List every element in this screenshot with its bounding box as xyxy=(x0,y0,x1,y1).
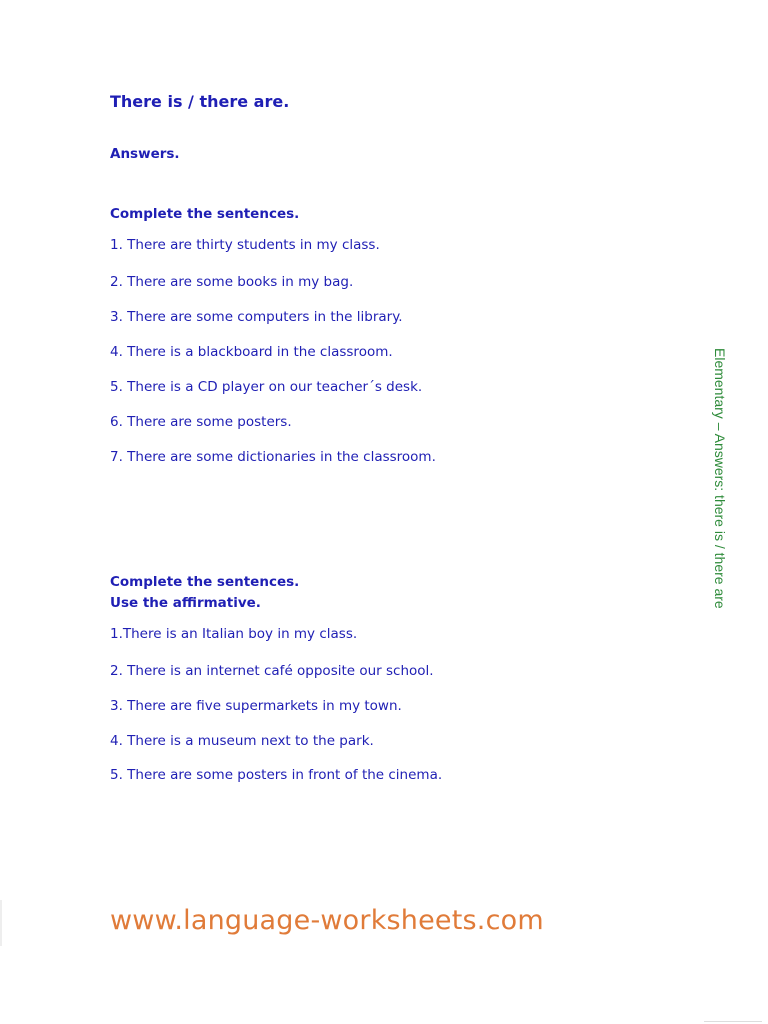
section2-item: 1.There is an Italian boy in my class. xyxy=(110,626,358,642)
section1-item: 4. There is a blackboard in the classroom. xyxy=(110,344,393,360)
section1-item: 5. There is a CD player on our teacher´s desk. xyxy=(110,379,423,395)
page-edge-mark xyxy=(0,900,2,946)
section1-item: 3. There are some computers in the library. xyxy=(110,309,403,325)
section1-item: 6. There are some posters. xyxy=(110,414,292,430)
section2-heading-line2: Use the affirmative. xyxy=(110,595,261,611)
section2-heading-line1: Complete the sentences. xyxy=(110,574,300,590)
corner-mark xyxy=(704,1021,762,1022)
section2-item: 5. There are some posters in front of the cinema. xyxy=(110,767,443,783)
page-title: There is / there are. xyxy=(110,92,290,111)
side-label: Elementary – Answers: there is / there are xyxy=(712,348,728,609)
section2-item: 4. There is a museum next to the park. xyxy=(110,733,374,749)
section1-item: 7. There are some dictionaries in the classroom. xyxy=(110,449,436,465)
section1-heading: Complete the sentences. xyxy=(110,206,300,222)
section1-item: 1. There are thirty students in my class. xyxy=(110,237,380,253)
section1-item: 2. There are some books in my bag. xyxy=(110,274,354,290)
answers-subtitle: Answers. xyxy=(110,146,180,162)
section2-item: 2. There is an internet café opposite our school. xyxy=(110,663,434,679)
footer-url: www.language-worksheets.com xyxy=(110,905,544,936)
section2-item: 3. There are five supermarkets in my town. xyxy=(110,698,402,714)
